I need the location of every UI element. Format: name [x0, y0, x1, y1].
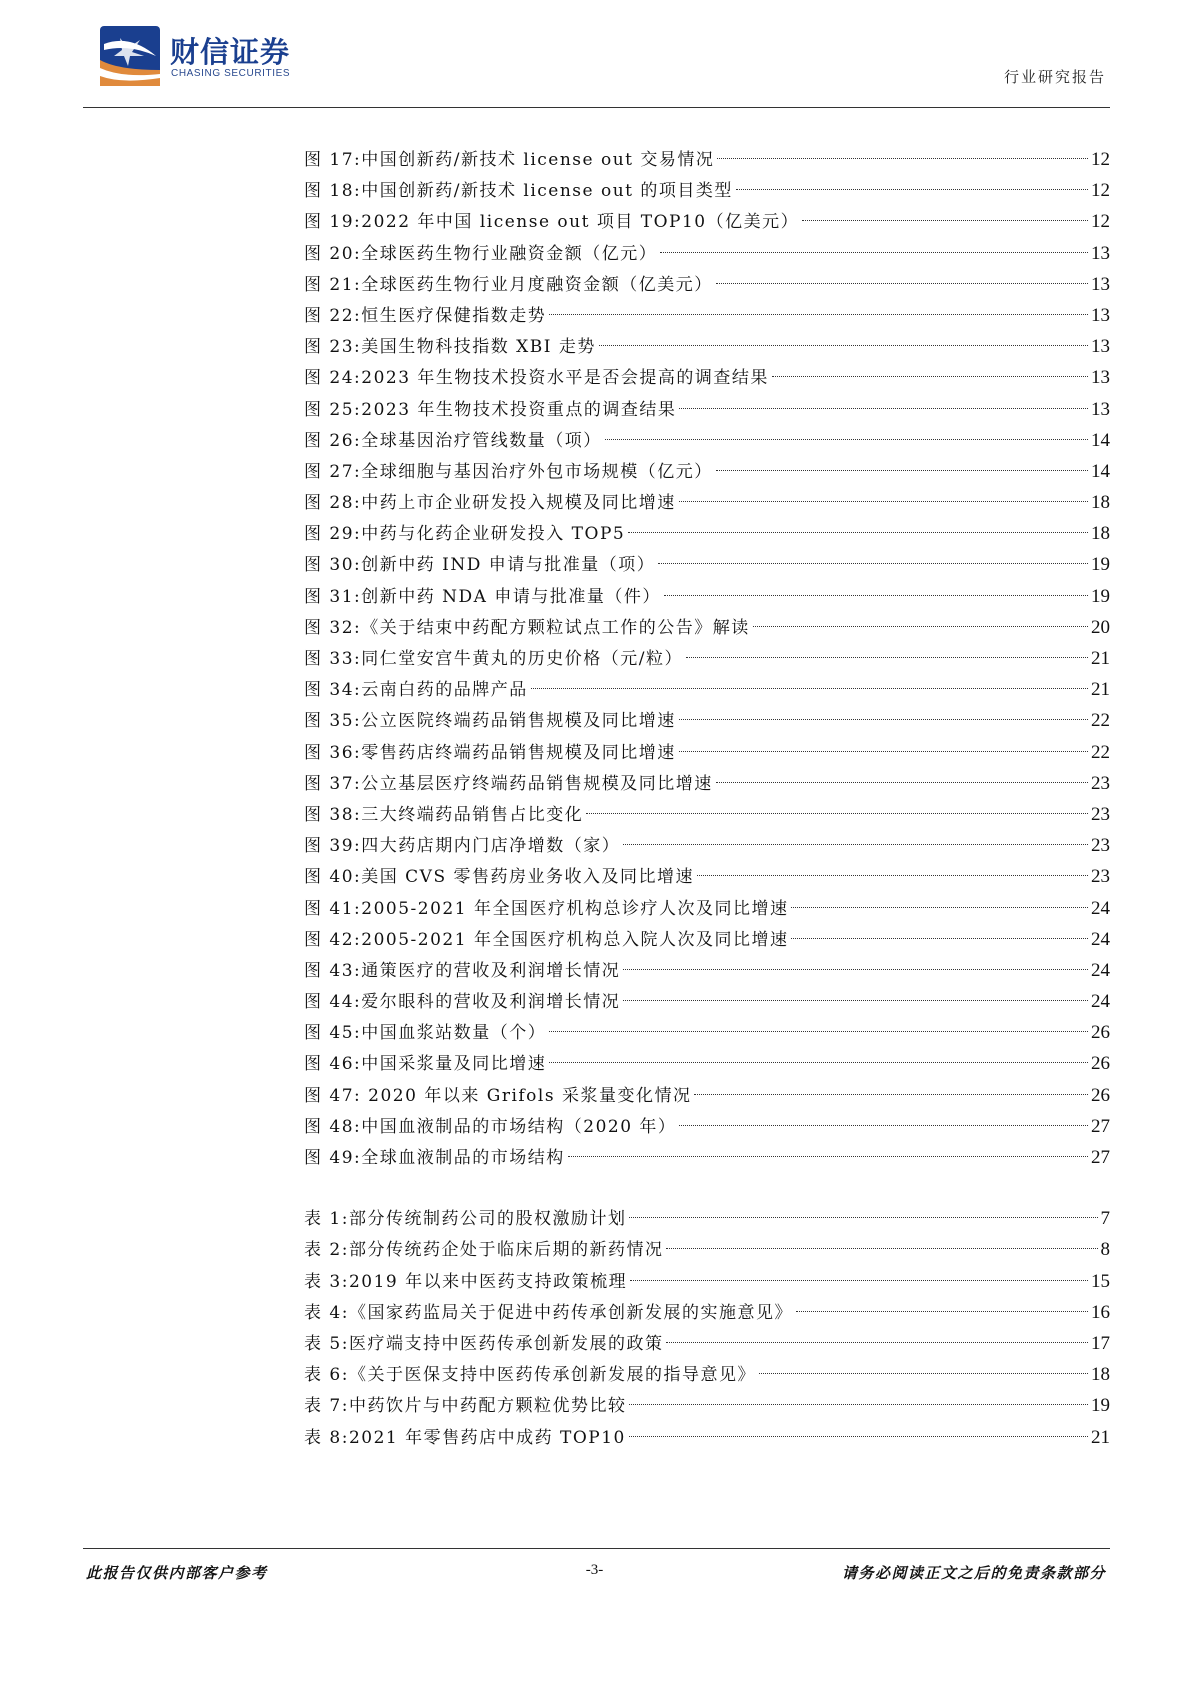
toc-entry-page: 14	[1091, 429, 1110, 451]
toc-entry[interactable]	[304, 612, 1110, 643]
toc-entry-label: 图 28:	[304, 493, 362, 514]
toc-leader-dots	[791, 907, 1088, 908]
toc-entry[interactable]	[304, 705, 1110, 736]
report-type: 行业研究报告	[1003, 68, 1106, 86]
toc-entry-label: 图 22:	[304, 305, 362, 326]
toc-entry[interactable]	[304, 1390, 1110, 1421]
toc-entry-title: 美国 CVS 零售药房业务收入及同比增速	[361, 867, 695, 888]
toc-entry-page: 19	[1091, 1395, 1110, 1417]
toc-entry-page: 21	[1091, 1426, 1110, 1448]
header-divider	[83, 107, 1110, 108]
toc-entry-title: 恒生医疗保健指数走势	[361, 305, 547, 326]
toc-entry[interactable]	[304, 549, 1110, 580]
toc-entry-page: 24	[1091, 991, 1110, 1013]
figure-list	[304, 144, 1110, 1173]
toc-entry-label: 图 30:	[304, 555, 362, 576]
toc-leader-dots	[549, 1062, 1088, 1063]
footer-disclaimer-right: 请务必阅读正文之后的免责条款部分	[841, 1564, 1106, 1582]
toc-entry[interactable]	[304, 643, 1110, 674]
toc-entry[interactable]	[304, 206, 1110, 237]
toc-entry[interactable]	[304, 1234, 1110, 1265]
brand-subtitle: CHASING SECURITIES	[171, 68, 291, 79]
toc-leader-dots	[679, 408, 1088, 409]
toc-entry-title: 全球细胞与基因治疗外包市场规模（亿元）	[361, 461, 713, 482]
toc-leader-dots	[802, 220, 1088, 221]
toc-entry-page: 20	[1091, 616, 1110, 638]
toc-leader-dots	[658, 563, 1088, 564]
toc-entry-label: 图 40:	[304, 867, 362, 888]
toc-leader-dots	[568, 1156, 1088, 1157]
toc-entry-label: 表 7:	[304, 1396, 349, 1417]
toc-entry-label: 图 48:	[304, 1116, 362, 1137]
toc-leader-dots	[586, 813, 1088, 814]
toc-entry-page: 19	[1091, 554, 1110, 576]
toc-leader-dots	[629, 1217, 1097, 1218]
toc-entry-page: 12	[1091, 149, 1110, 170]
brand-logo	[100, 26, 400, 88]
page-number: -3-	[585, 1562, 604, 1578]
toc-entry-page: 14	[1091, 460, 1110, 482]
toc-entry-page: 26	[1091, 1022, 1110, 1044]
toc-entry[interactable]	[304, 1017, 1110, 1048]
toc-entry[interactable]	[304, 331, 1110, 362]
toc-entry-page: 23	[1091, 772, 1110, 794]
toc-entry-title: 全球医药生物行业融资金额（亿元）	[361, 243, 658, 264]
toc-entry[interactable]	[304, 830, 1110, 861]
toc-entry-title: 零售药店终端药品销售规模及同比增速	[361, 742, 676, 763]
toc-leader-dots	[679, 751, 1088, 752]
toc-entry[interactable]	[304, 1359, 1110, 1390]
toc-entry[interactable]	[304, 768, 1110, 799]
toc-entry-label: 图 41:	[304, 898, 362, 919]
toc-leader-dots	[623, 1000, 1088, 1001]
toc-entry-page: 12	[1091, 211, 1110, 233]
toc-entry-label: 图 17:	[304, 150, 362, 170]
toc-entry[interactable]	[304, 144, 1110, 175]
toc-leader-dots	[717, 158, 1088, 159]
toc-entry-label: 图 21:	[304, 274, 362, 295]
toc-entry-title: 2023 年生物技术投资重点的调查结果	[361, 399, 677, 420]
toc-entry-label: 图 36:	[304, 742, 362, 763]
toc-entry-page: 23	[1091, 803, 1110, 825]
toc-entry[interactable]	[304, 1422, 1110, 1453]
toc-entry-label: 图 18:	[304, 181, 362, 202]
toc-entry-page: 18	[1091, 492, 1110, 514]
toc-entry[interactable]	[304, 1328, 1110, 1359]
toc-entry-title: 《国家药监局关于促进中药传承创新发展的实施意见》	[348, 1302, 793, 1323]
toc-entry-page: 18	[1091, 1364, 1110, 1386]
toc-entry-title: 部分传统药企处于临床后期的新药情况	[348, 1240, 664, 1261]
toc-entry-label: 图 45:	[304, 1023, 362, 1044]
toc-leader-dots	[772, 376, 1088, 377]
toc-entry-label: 图 44:	[304, 992, 362, 1013]
toc-entry-title: 部分传统制药公司的股权激励计划	[348, 1209, 627, 1230]
toc-entry-page: 23	[1091, 835, 1110, 857]
toc-leader-dots	[753, 626, 1088, 627]
toc-entry-page: 22	[1091, 741, 1110, 763]
toc-entry[interactable]	[304, 799, 1110, 830]
toc-entry-label: 表 4:	[304, 1302, 349, 1323]
toc-entry[interactable]	[304, 1203, 1110, 1234]
toc-entry-title: 全球基因治疗管线数量（项）	[361, 430, 602, 451]
toc-entry-label: 表 6:	[304, 1365, 349, 1386]
chasing-securities-logo-icon	[100, 26, 160, 86]
toc-entry[interactable]	[304, 487, 1110, 518]
toc-entry[interactable]	[304, 924, 1110, 955]
toc-entry-page: 27	[1091, 1147, 1110, 1168]
toc-leader-dots	[694, 1094, 1088, 1095]
toc-leader-dots	[679, 501, 1088, 502]
toc-entry-title: 2019 年以来中医药支持政策梳理	[348, 1271, 628, 1292]
toc-entry-page: 21	[1091, 648, 1110, 669]
toc-entry-page: 24	[1091, 928, 1110, 950]
toc-entry[interactable]	[304, 1080, 1110, 1111]
toc-entry-page: 21	[1091, 679, 1110, 701]
toc-entry[interactable]	[304, 425, 1110, 456]
toc-entry-label: 图 26:	[304, 430, 362, 451]
toc-entry-label: 图 31:	[304, 586, 362, 607]
toc-entry-title: 全球医药生物行业月度融资金额（亿美元）	[361, 274, 713, 295]
toc-entry-page: 13	[1091, 367, 1110, 389]
toc-leader-dots	[549, 1031, 1088, 1032]
toc-entry[interactable]	[304, 269, 1110, 300]
toc-leader-dots	[623, 844, 1088, 845]
toc-entry-label: 表 8:	[304, 1427, 349, 1448]
toc-entry[interactable]	[304, 1111, 1110, 1142]
toc-leader-dots	[716, 283, 1088, 284]
toc-entry-page: 13	[1091, 242, 1110, 264]
toc-entry-title: 美国生物科技指数 XBI 走势	[361, 337, 596, 358]
toc-entry[interactable]	[304, 737, 1110, 768]
toc-entry-title: 中药饮片与中药配方颗粒优势比较	[348, 1396, 627, 1417]
toc-entry-title: 2021 年零售药店中成药 TOP10	[348, 1427, 626, 1448]
toc-entry-title: 中药与化药企业研发投入 TOP5	[361, 524, 626, 545]
toc-leader-dots	[549, 314, 1088, 315]
toc-entry-title: 2005-2021 年全国医疗机构总诊疗人次及同比增速	[361, 898, 789, 919]
toc-leader-dots	[660, 252, 1088, 253]
toc-entry[interactable]	[304, 1297, 1110, 1328]
toc-leader-dots	[796, 1311, 1088, 1312]
toc-entry-label: 表 3:	[304, 1271, 349, 1292]
toc-entry-title: 中国采浆量及同比增速	[361, 1054, 547, 1075]
toc-entry-label: 图 34:	[304, 680, 362, 701]
toc-entry-title: 《关于结束中药配方颗粒试点工作的公告》解读	[361, 617, 750, 638]
toc-entry-title: 医疗端支持中医药传承创新发展的政策	[348, 1333, 664, 1354]
toc-entry-label: 图 27:	[304, 461, 362, 482]
toc-entry-page: 27	[1091, 1115, 1110, 1137]
toc-entry-title: 云南白药的品牌产品	[361, 680, 528, 701]
toc-entry-page: 19	[1091, 585, 1110, 607]
toc-entry-page: 26	[1091, 1084, 1110, 1106]
toc-entry-title: 创新中药 NDA 申请与批准量（件）	[361, 586, 661, 607]
toc-leader-dots	[629, 1404, 1088, 1405]
toc-entry[interactable]	[304, 955, 1110, 986]
toc-entry-label: 图 29:	[304, 524, 362, 545]
toc-entry-page: 12	[1091, 180, 1110, 202]
toc-leader-dots	[605, 439, 1088, 440]
toc-entry-page: 18	[1091, 523, 1110, 545]
toc-entry-title: 中国血浆站数量（个）	[361, 1023, 547, 1044]
toc-leader-dots	[628, 532, 1088, 533]
toc-entry-title: 爱尔眼科的营收及利润增长情况	[361, 992, 621, 1013]
toc-entry-title: 全球血液制品的市场结构	[361, 1148, 565, 1168]
toc-entry-page: 13	[1091, 304, 1110, 326]
toc-entry[interactable]	[304, 300, 1110, 331]
toc-entry-title: 通策医疗的营收及利润增长情况	[361, 960, 621, 981]
toc-entry-title: 中国血液制品的市场结构（2020 年）	[361, 1116, 677, 1137]
toc-entry[interactable]	[304, 175, 1110, 206]
toc-leader-dots	[599, 345, 1088, 346]
toc-entry-title: 三大终端药品销售占比变化	[361, 804, 584, 825]
toc-entry-page: 15	[1091, 1270, 1110, 1292]
toc-leader-dots	[630, 1280, 1088, 1281]
page-header	[0, 0, 1189, 112]
footer-disclaimer-left: 此报告仅供内部客户参考	[86, 1564, 268, 1582]
toc-entry-label: 图 37:	[304, 773, 362, 794]
toc-entry-page: 24	[1091, 897, 1110, 919]
toc-entry-page: 8	[1100, 1239, 1110, 1261]
toc-entry[interactable]	[304, 456, 1110, 487]
toc-entry-page: 23	[1091, 866, 1110, 888]
toc-entry-label: 图 25:	[304, 399, 362, 420]
toc-entry-page: 24	[1091, 959, 1110, 981]
toc-leader-dots	[679, 1125, 1088, 1126]
toc-entry-label: 图 33:	[304, 649, 362, 669]
toc-entry[interactable]	[304, 1266, 1110, 1297]
toc-leader-dots	[716, 782, 1088, 783]
toc-leader-dots	[666, 1342, 1088, 1343]
toc-entry[interactable]	[304, 581, 1110, 612]
toc-entry-label: 图 24:	[304, 368, 362, 389]
toc-entry-title: 创新中药 IND 申请与批准量（项）	[361, 555, 656, 576]
toc-leader-dots	[629, 1436, 1088, 1437]
toc-entry-label: 图 46:	[304, 1054, 362, 1075]
toc-entry[interactable]	[304, 1048, 1110, 1079]
toc-entry[interactable]	[304, 238, 1110, 269]
toc-entry-title: 2020 年以来 Grifols 采浆量变化情况	[361, 1085, 692, 1106]
toc-entry-label: 图 23:	[304, 337, 362, 358]
toc-entry-page: 22	[1091, 710, 1110, 732]
toc-entry-label: 图 49:	[304, 1148, 362, 1168]
toc-leader-dots	[623, 969, 1088, 970]
toc-entry-page: 13	[1091, 273, 1110, 295]
toc-entry-page: 26	[1091, 1053, 1110, 1075]
toc-leader-dots	[666, 1248, 1097, 1249]
toc-leader-dots	[664, 595, 1088, 596]
toc-entry-label: 图 39:	[304, 836, 362, 857]
toc-entry-label: 表 1:	[304, 1209, 349, 1230]
toc-entry-label: 表 2:	[304, 1240, 349, 1261]
toc-entry-title: 2005-2021 年全国医疗机构总入院人次及同比增速	[361, 929, 789, 950]
toc-entry[interactable]	[304, 518, 1110, 549]
toc-entry-label: 图 47:	[304, 1085, 362, 1106]
toc-entry-page: 17	[1091, 1332, 1110, 1354]
toc-entry-title: 中药上市企业研发投入规模及同比增速	[361, 493, 676, 514]
toc-entry-title: 2023 年生物技术投资水平是否会提高的调查结果	[361, 368, 769, 389]
toc-entry-label: 图 35:	[304, 711, 362, 732]
toc-leader-dots	[697, 875, 1088, 876]
toc-entry-title: 公立基层医疗终端药品销售规模及同比增速	[361, 773, 713, 794]
toc-entry-title: 中国创新药/新技术 license out 的项目类型	[361, 181, 733, 202]
toc-entry-label: 表 5:	[304, 1333, 349, 1354]
footer-divider	[83, 1548, 1110, 1549]
toc-entry-label: 图 32:	[304, 617, 362, 638]
table-of-contents	[304, 144, 1110, 1453]
toc-entry[interactable]	[304, 394, 1110, 425]
toc-entry-label: 图 42:	[304, 929, 362, 950]
toc-entry-title: 2022 年中国 license out 项目 TOP10（亿美元）	[361, 212, 800, 233]
toc-entry-title: 中国创新药/新技术 license out 交易情况	[361, 150, 715, 170]
toc-entry-title: 公立医院终端药品销售规模及同比增速	[361, 711, 676, 732]
toc-entry-label: 图 19:	[304, 212, 362, 233]
toc-entry-page: 16	[1091, 1301, 1110, 1323]
toc-entry-page: 7	[1100, 1208, 1110, 1230]
toc-entry-label: 图 20:	[304, 243, 362, 264]
toc-leader-dots	[531, 688, 1088, 689]
toc-entry-page: 13	[1091, 336, 1110, 358]
toc-entry[interactable]	[304, 986, 1110, 1017]
toc-entry[interactable]	[304, 1142, 1110, 1173]
toc-entry-label: 图 43:	[304, 960, 362, 981]
toc-entry-title: 《关于医保支持中医药传承创新发展的指导意见》	[348, 1365, 756, 1386]
toc-entry[interactable]	[304, 362, 1110, 393]
toc-entry-title: 同仁堂安宫牛黄丸的历史价格（元/粒）	[361, 649, 683, 669]
toc-leader-dots	[759, 1373, 1088, 1374]
toc-entry-label: 图 38:	[304, 804, 362, 825]
toc-leader-dots	[791, 938, 1088, 939]
toc-entry-title: 四大药店期内门店净增数（家）	[361, 836, 621, 857]
toc-leader-dots	[679, 719, 1088, 720]
brand-name: 财信证券	[170, 35, 291, 69]
toc-leader-dots	[716, 470, 1088, 471]
table-list	[304, 1203, 1110, 1453]
toc-entry[interactable]	[304, 674, 1110, 705]
toc-leader-dots	[736, 189, 1088, 190]
toc-leader-dots	[686, 657, 1088, 658]
toc-entry[interactable]	[304, 861, 1110, 892]
toc-entry-page: 13	[1091, 398, 1110, 420]
toc-entry[interactable]	[304, 893, 1110, 924]
